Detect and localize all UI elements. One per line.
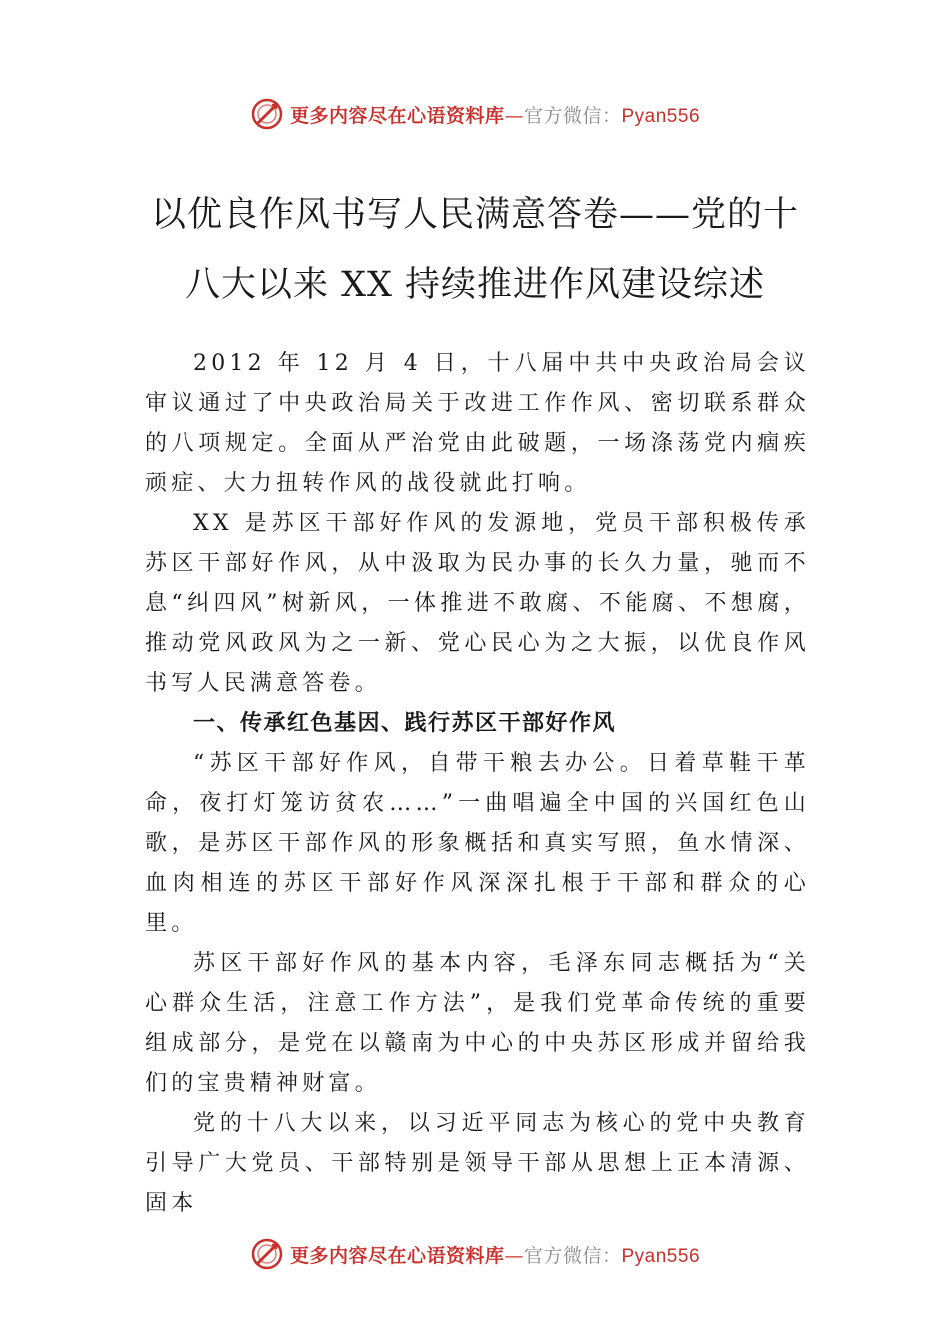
banner-wechat-id: Pyan556 (621, 1245, 701, 1267)
paragraph-4: 苏区干部好作风的基本内容，毛泽东同志概括为“关心群众生活，注意工作方法”，是我们党革命传统的重要组成部分，是党在以赣南为中心的中央苏区形成并留给我们的宝贵精神财富。 (145, 951, 810, 1096)
banner-dash: — (504, 104, 524, 127)
page-title (100, 180, 850, 320)
banner-text (290, 1241, 700, 1268)
banner-wechat-label: 官方微信： (523, 1244, 622, 1267)
title-line-1: 以优良作风书写人民满意答卷——党的十 (150, 195, 799, 235)
header-banner (0, 94, 950, 134)
logo-icon (250, 97, 284, 131)
banner-dash: — (504, 1244, 524, 1267)
footer-banner (0, 1234, 950, 1274)
paragraph-5: 党的十八大以来，以习近平同志为核心的党中央教育引导广大党员、干部特别是领导干部从思想上正本清源、固本 (145, 1111, 810, 1216)
banner-wechat-id: Pyan556 (621, 105, 701, 127)
banner-text (290, 101, 700, 128)
logo-icon (250, 1237, 284, 1271)
paragraph-3: “苏区干部好作风，自带干粮去办公。日着草鞋干革命，夜打灯笼访贫农……”一曲唱遍全中国的兴国红色山歌，是苏区干部作风的形象概括和真实写照，鱼水情深、血肉相连的苏区干部好作风深深扎根于干部和群众的心里。 (145, 751, 810, 936)
paragraph-2: XX 是苏区干部好作风的发源地，党员干部积极传承苏区干部好作风，从中汲取为民办事的长久力量，驰而不息“纠四风”树新风，一体推进不敢腐、不能腐、不想腐，推动党风政风为之一新、党心民心为之大振，以优良作风书写人民满意答卷。 (145, 511, 810, 696)
banner-brand: 更多内容尽在心语资料库 (289, 104, 505, 127)
section-heading-1: 一、传承红色基因、践行苏区干部好作风 (193, 711, 617, 736)
banner-wechat-label: 官方微信： (523, 104, 622, 127)
paragraph-1: 2012 年 12 月 4 日，十八届中共中央政治局会议审议通过了中央政治局关于改进工作作风、密切联系群众的八项规定。全面从严治党由此破题，一场涤荡党内痼疾顽症、大力扭转作风的战役就此打响。 (145, 351, 810, 496)
title-line-2: 八大以来 XX 持续推进作风建设综述 (184, 265, 766, 305)
banner-brand: 更多内容尽在心语资料库 (289, 1244, 505, 1267)
article-body (145, 344, 810, 1224)
